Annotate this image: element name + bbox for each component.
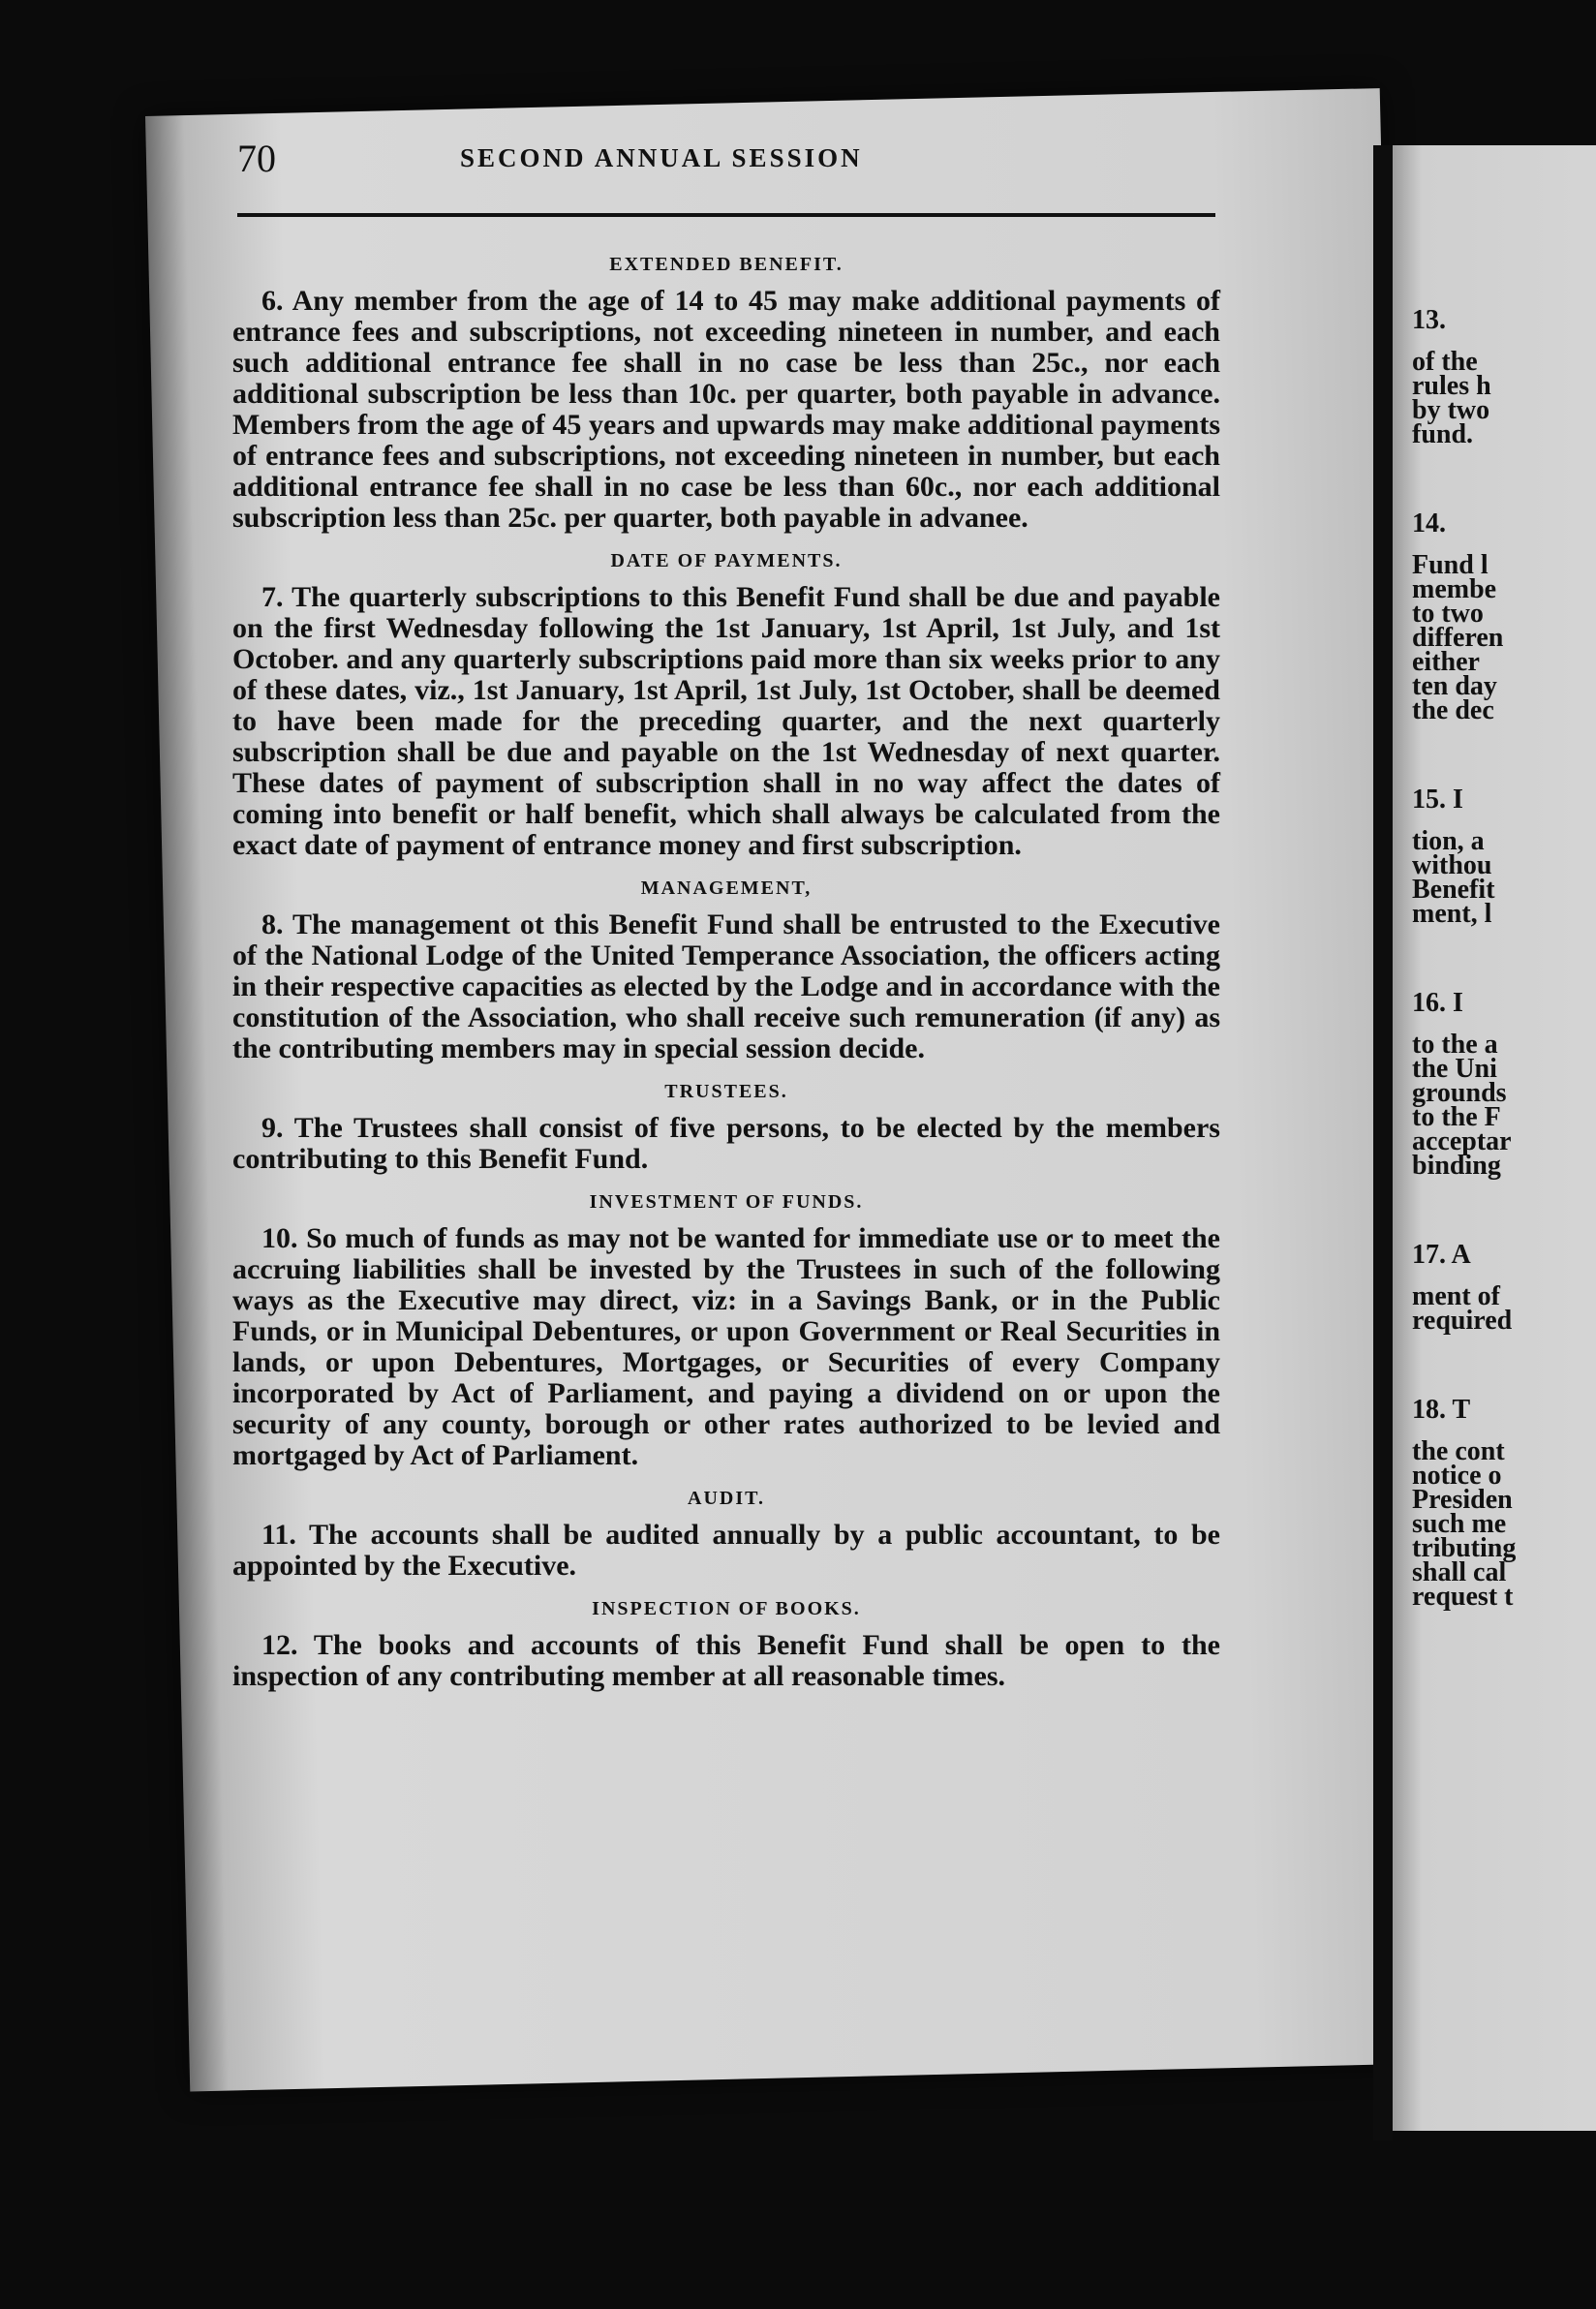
right-page-fragment: to two <box>1412 599 1484 629</box>
right-page-fragment: tion, a <box>1412 826 1485 856</box>
right-page-fragment: rules h <box>1412 371 1491 401</box>
right-page-fragment: binding <box>1412 1151 1501 1181</box>
right-page-fragment: membe <box>1412 574 1497 604</box>
right-page-fragment: ment, l <box>1412 899 1492 929</box>
paragraph-number: 9. <box>261 1112 284 1144</box>
section-extended-benefit <box>232 249 1220 534</box>
right-page-fragment: to the F <box>1412 1102 1501 1132</box>
page-number: 70 <box>237 137 276 180</box>
right-page-fragment: notice o <box>1412 1461 1502 1491</box>
right-page-fragment: by two <box>1412 395 1490 425</box>
right-page-fragment: request t <box>1412 1582 1514 1612</box>
right-page-fragment: 18. T <box>1412 1395 1471 1425</box>
right-page-fragment: 14. <box>1412 508 1446 539</box>
right-page-fragment: ten day <box>1412 671 1497 701</box>
right-page-fragment: ment of <box>1412 1281 1500 1311</box>
right-page-fragment: Fund l <box>1412 550 1489 580</box>
paragraph-number: 8. <box>261 908 284 940</box>
paragraph-text: So much of funds as may not be wanted for immediate use or to meet the accruing liabilities shall be invested by the Trustees in such of the following ways as the Executive may direct, viz: in a Savings Bank, or in the Public Funds, or in Municipal Debentures, or upon Government or Real Securities in lands, or upon Debentures, Mortgages, or Securities of every Company incorporated by Act of Parliament, and paying a dividend on or upon the security of any county, borough or other rates authorized to be levied and mortgaged by Act of Parliament. <box>232 1222 1220 1471</box>
right-page-fragment: differen <box>1412 623 1504 653</box>
paragraph-number: 12. <box>261 1629 298 1661</box>
right-page-fragment: either <box>1412 647 1480 677</box>
section-heading: INVESTMENT OF FUNDS. <box>589 1191 864 1213</box>
section-trustees <box>232 1076 1220 1175</box>
section-heading: AUDIT. <box>688 1488 765 1509</box>
page-header <box>237 136 1225 194</box>
right-page-fragment: 17. A <box>1412 1240 1471 1270</box>
paragraph <box>232 1113 1220 1175</box>
right-page-fragment: required <box>1412 1306 1513 1336</box>
section-management <box>232 873 1220 1064</box>
header-rule <box>237 213 1215 217</box>
paragraph-number: 7. <box>261 581 284 613</box>
right-page-fragment: withou <box>1412 850 1492 880</box>
paragraph-text: The accounts shall be audited annually by a public accountant, to be appointed by the Executive. <box>232 1519 1220 1582</box>
section-heading: DATE OF PAYMENTS. <box>610 550 843 571</box>
section-heading: TRUSTEES. <box>664 1081 788 1102</box>
paragraph <box>232 582 1220 861</box>
right-page-fragment: grounds <box>1412 1078 1507 1108</box>
right-page-fragment: such me <box>1412 1509 1507 1539</box>
section-inspection-of-books <box>232 1593 1220 1692</box>
right-page-fragment: the Uni <box>1412 1054 1497 1084</box>
paragraph-number: 10. <box>261 1222 298 1254</box>
paragraph-text: Any member from the age of 14 to 45 may make additional payments of entrance fees and subscriptions, not exceeding nineteen in number, and each such additional entrance fee shall in no case be less than 25c., nor each additional subscription be less than 10c. per quarter, both payable in advance. Members from the age of 45 years and upwards may make additional payments of entrance fees and subscriptions, not exceeding nineteen in number, but each additional entrance fee shall in no case be less than 60c., nor each additional subscription less than 25c. per quarter, both payable in advanee. <box>232 285 1220 534</box>
right-page-fragment: of the <box>1412 347 1478 377</box>
paragraph <box>232 909 1220 1064</box>
paragraph-text: The management ot this Benefit Fund shall be entrusted to the Executive of the National Lodge of the United Temperance Association, the officers acting in their respective capacities as elected by the Lodge and in accordance with the constitution of the Association, who shall receive such remuneration (if any) as the contributing members may in special session decide. <box>232 908 1220 1064</box>
running-title: SECOND ANNUAL SESSION <box>460 143 863 172</box>
right-page-fragment: Benefit <box>1412 875 1495 905</box>
right-page-fragment: to the a <box>1412 1030 1498 1060</box>
section-heading: MANAGEMENT, <box>640 877 813 899</box>
right-page-fragment: 13. <box>1412 305 1446 335</box>
right-page-fragment: the dec <box>1412 695 1494 725</box>
section-audit <box>232 1483 1220 1582</box>
paragraph <box>232 1520 1220 1582</box>
right-page-fragment: shall cal <box>1412 1557 1507 1587</box>
section-date-of-payments <box>232 545 1220 861</box>
right-page-edge <box>1393 145 1596 2131</box>
document-body <box>232 237 1220 1692</box>
book-gutter <box>1373 145 1393 2140</box>
paragraph-text: The books and accounts of this Benefit Fund shall be open to the inspection of any contributing member at all reasonable times. <box>232 1629 1220 1692</box>
paragraph-text: The Trustees shall consist of five persons, to be elected by the members contributing to this Benefit Fund. <box>232 1112 1220 1175</box>
section-heading: INSPECTION OF BOOKS. <box>592 1598 861 1619</box>
paragraph-text: The quarterly subscriptions to this Benefit Fund shall be due and payable on the first Wednesday following the 1st January, 1st April, 1st July, and 1st October. and any quarterly subscriptions paid more than six weeks prior to any of these dates, viz., 1st January, 1st April, 1st July, 1st October, shall be deemed to have been made for the preceding quarter, and the next quarterly subscription shall be due and payable on the 1st Wednesday of next quarter. These dates of payment of subscription shall in no way affect the dates of coming into benefit or half benefit, which shall always be calculated from the exact date of payment of entrance money and first subscription. <box>232 581 1220 861</box>
right-page-fragment: the cont <box>1412 1436 1505 1466</box>
section-heading: EXTENDED BENEFIT. <box>609 254 844 275</box>
paragraph <box>232 1630 1220 1692</box>
right-page-fragment: Presiden <box>1412 1485 1513 1515</box>
paragraph-number: 11. <box>261 1519 296 1551</box>
right-page-fragment: fund. <box>1412 419 1474 449</box>
paragraph <box>232 1223 1220 1471</box>
paragraph <box>232 286 1220 534</box>
right-page-fragment: 15. I <box>1412 785 1463 815</box>
paragraph-number: 6. <box>261 285 284 317</box>
section-investment-of-funds <box>232 1186 1220 1471</box>
right-page-fragment: acceptar <box>1412 1126 1512 1156</box>
right-page-fragment: 16. I <box>1412 988 1463 1018</box>
right-page-fragment: tributing <box>1412 1533 1517 1563</box>
